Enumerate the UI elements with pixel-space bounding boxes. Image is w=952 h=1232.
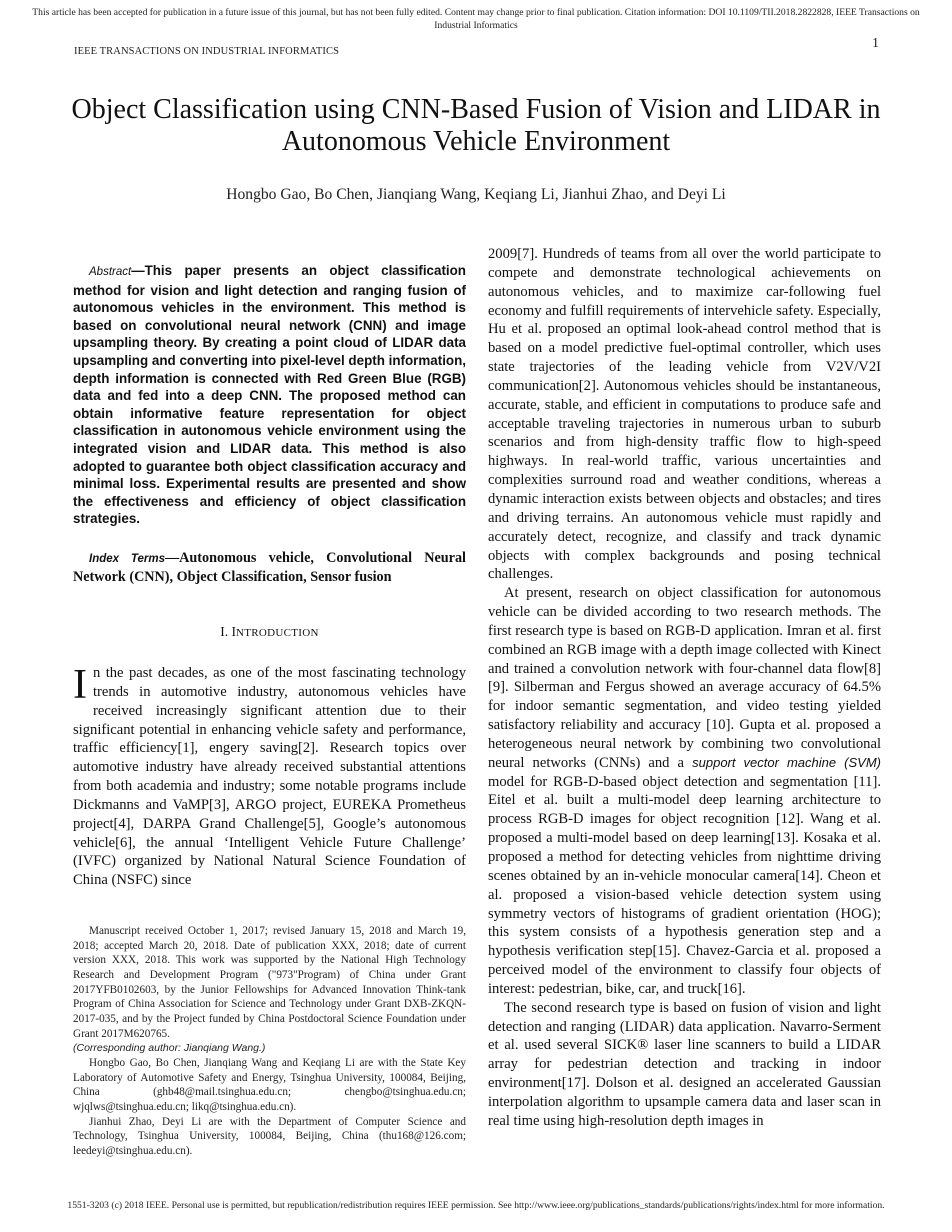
copyright-footer: 1551-3203 (c) 2018 IEEE. Personal use is permitted, but republication/redistribution requires IEEE permission. See http://www.ieee.org/publications_standards/publications/rights/index.html for more information. bbox=[67, 1200, 885, 1211]
abstract-lead: Abstract bbox=[89, 266, 132, 278]
footnote-affiliation-2: Jianhui Zhao, Deyi Li are with the Department of Computer Science and Technology, Tsinghua University, 100084, Beijing, China (thu168@126.com; leedeyi@tsinghua.edu.cn). bbox=[73, 1115, 466, 1157]
right-column bbox=[488, 245, 881, 1131]
right-paragraph-2: At present, research on object classification for autonomous vehicle can be divided according to two research methods. The first research type is based on RGB-D application. Imran et al. first combined an RGB image with a depth image collected with Kinect and trained a convolution network with four-channel data flow[8][9]. Silberman and Fergus showed an average accuracy of 64.5% for indoor semantic segmentation, and video testing yielded satisfactory reliability and accuracy [10]. Gupta et al. proposed a heterogeneous neural network by combining two convolutional neural networks (CNNs) and a support vector machine (SVM) model for RGB-D-based object detection and segmentation [11]. Eitel et al. built a multi-model deep learning architecture to process RGB-D images for object recognition [12]. Wang et al. proposed a multi-model based on deep learning[13]. Kosaka et al. proposed a method for detecting vehicles from nighttime driving scenes obtained by an in-vehicle monocular camera[14]. Cheon et al. proposed a vision-based vehicle detection system using symmetry vectors of histograms of gradient orientation (HOG); this system consists of a hypothesis generation step and a hypothesis verification step[15]. Chavez-Garcia et al. proposed a perceived model of the environment to classify four objects of interest: pedestrian, bike, car, and truck[16]. bbox=[488, 585, 881, 997]
footnote-funding: Manuscript received October 1, 2017; revised January 15, 2018 and March 19, 2018; accepted March 20, 2018. Date of publication XXX, 2018; date of current version XXX, 2018. This work was supported by the National High Technology Research and Development Program ("973"Program) of China under Grant 2017YFB0102603, by the Junior Fellowships for Advanced Innovation Think-tank Program of China Association for Science and Technology under Grant DXB-ZKQN-2017-035, and by the Project funded by China Postdoctoral Science Foundation under Grant 2017M620765. bbox=[73, 925, 466, 1040]
footnote-affiliation-1: Hongbo Gao, Bo Chen, Jianqiang Wang and Keqiang Li are with the State Key Laboratory of Automotive Safety and Energy, Tsinghua University, 100084, Beijing, China (ghb48@mail.tsinghua.edu.cn; chengbo@tsinghua.edu.cn; wjqlws@tsinghua.edu.cn; likq@tsinghua.edu.cn). bbox=[73, 1056, 466, 1113]
paper-title: Object Classification using CNN-Based Fusion of Vision and LIDAR in Autonomous Vehicle Environment bbox=[71, 94, 881, 157]
index-terms bbox=[73, 549, 466, 587]
right-paragraph-1: 2009[7]. Hundreds of teams from all over the world participate to compete and demonstrate technological achievements on autonomous vehicles, and to maximize car-following fuel economy and fulfill requirements of intervehicle safety. Especially, Hu et al. proposed an optimal look-ahead control method that is based on a model predictive fuel-optimal controller, which uses state trajectories of the leading vehicle from V2V/V2I communication[2]. Autonomous vehicles should be instantaneous, accurate, stable, and efficient in computations to produce safe and acceptable traveling trajectories in numerous urban to suburb scenarios and from high-density traffic flow to high-speed highways. In real-world traffic, various uncertainties and complexities surround road and weather conditions, whereas a dynamic interaction exists between objects and obstacles; and tires and driving terrains. An autonomous vehicle must rapidly and accurately detect, recognize, and classify and track dynamic objects with complex backgrounds and posing technical challenges. bbox=[488, 246, 881, 583]
section-number: I. bbox=[220, 624, 229, 639]
author-list: Hongbo Gao, Bo Chen, Jianqiang Wang, Keqiang Li, Jianhui Zhao, and Deyi Li bbox=[226, 186, 726, 203]
svm-term: support vector machine (SVM) bbox=[692, 754, 881, 770]
drop-cap: I bbox=[73, 662, 87, 708]
abstract-text: —This paper presents an object classification method for vision and light detection and ranging fusion of autonomous vehicles in the environment. This method is based on convolutional neural network (CNN) and image upsampling theory. By creating a point cloud of LIDAR data upsampling and converting into pixel-level depth information, depth information is connected with Red Green Blue (RGB) data and fed into a deep CNN. The proposed method can obtain informative feature representation for object classification in autonomous vehicle environment using the integrated vision and LIDAR data. This method is also adopted to guarantee both object classification accuracy and minimal loss. Experimental results are presented and show the effectiveness and efficiency of object classification strategies. bbox=[73, 263, 466, 527]
index-terms-text: —Autonomous vehicle, Convolutional Neural Network (CNN), Object Classification, Sensor fusion bbox=[73, 550, 466, 586]
manuscript-footnote bbox=[73, 924, 466, 1159]
right-paragraph-3: The second research type is based on fusion of vision and light detection and ranging (LIDAR) data application. Navarro-Serment et al. used several SICK® laser line scanners to build a LIDAR array for pedestrian detection and tracking in indoor environment[17]. Dolson et al. designed an accelerated Gaussian interpolation algorithm to upsample camera data and laser scan in real time using high-resolution depth images in bbox=[488, 999, 881, 1129]
introduction-text: n the past decades, as one of the most fascinating technology trends in automotive industry, autonomous vehicles have received increasingly significant attention due to their significant potential in enhancing vehicle safety and performance, traffic efficiency[1], engery saving[2]. Research topics over automotive industry have already received substantial attentions from both academia and industry; some notable programs include Dickmanns and VaMP[3], ARGO project, EUREKA Prometheus project[4], DARPA Grand Challenge[5], Google’s autonomous vehicle[6], the annual ‘Intelligent Vehicle Future Challenge’ (IVFC) organized by National Natural Science Foundation of China (NSFC) since bbox=[73, 665, 466, 889]
journal-running-head: IEEE TRANSACTIONS ON INDUSTRIAL INFORMATICS bbox=[74, 46, 340, 57]
section-heading-introduction bbox=[73, 624, 466, 640]
introduction-paragraph bbox=[73, 664, 466, 890]
index-terms-lead: Index Terms bbox=[89, 553, 165, 565]
page-number: 1 bbox=[872, 36, 879, 51]
abstract bbox=[73, 262, 466, 528]
section-title-rest: NTRODUCTION bbox=[236, 627, 319, 639]
footnote-corresponding: (Corresponding author: Jianqiang Wang.) bbox=[73, 1042, 266, 1055]
publication-notice: This article has been accepted for publication in a future issue of this journal, but has not been fully edited. Content may change prior to final publication. Citation information: DOI 10.1109/TII.2018.2822828, IEEE Transactions on Industrial Informatics bbox=[32, 7, 920, 31]
section-title-initial: I bbox=[231, 624, 236, 639]
